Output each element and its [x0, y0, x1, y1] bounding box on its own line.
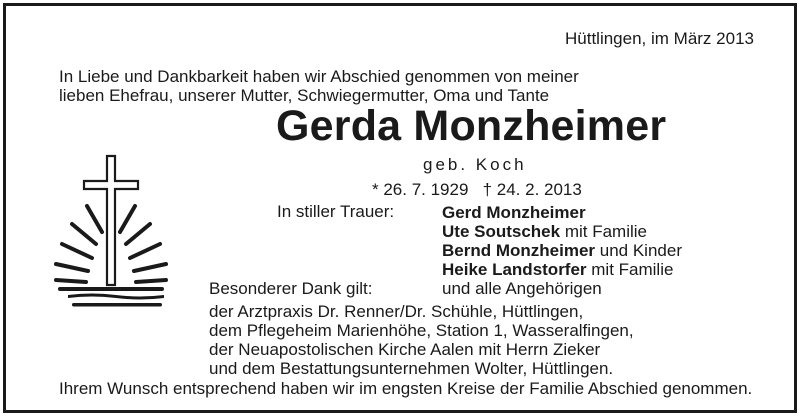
mourning-label: In stiller Trauer:: [277, 202, 395, 221]
family-member-suffix: und alle Angehörigen: [442, 279, 602, 298]
closing-sentence: Ihrem Wunsch entsprechend haben wir im engsten Kreise der Familie Abschied genommen.: [59, 379, 753, 398]
life-dates: * 26. 7. 1929 † 24. 2. 2013: [372, 180, 582, 199]
family-member: [442, 279, 602, 299]
place-date: Hüttlingen, im März 2013: [565, 29, 754, 48]
family-member-suffix: und Kinder: [595, 241, 682, 260]
family-member: [442, 241, 682, 261]
intro-line-1: In Liebe und Dankbarkeit haben wir Abschied genommen von meiner: [59, 67, 579, 86]
thanks-line: und dem Bestattungsunternehmen Wolter, Hüttlingen.: [209, 359, 614, 378]
family-member-name: Heike Landstorfer: [442, 260, 587, 279]
cross-sunrise-water-icon: [52, 154, 182, 314]
thanks-line: dem Pflegeheim Marienhöhe, Station 1, Wasseralfingen,: [209, 321, 634, 340]
family-member: [442, 203, 586, 223]
family-member-name: Bernd Monzheimer: [442, 241, 596, 260]
obituary-notice: [3, 3, 797, 413]
deceased-name: Gerda Monzheimer: [276, 102, 667, 150]
maiden-name: geb. Koch: [423, 155, 527, 174]
family-member: [442, 222, 647, 242]
family-member-name: Gerd Monzheimer: [442, 203, 586, 222]
family-member-suffix: mit Familie: [560, 222, 647, 241]
thanks-line: der Arztpraxis Dr. Renner/Dr. Schühle, Hüttlingen,: [209, 302, 584, 321]
intro-line-2: lieben Ehefrau, unserer Mutter, Schwiegermutter, Oma und Tante: [59, 86, 550, 105]
family-member-name: Ute Soutschek: [442, 222, 561, 241]
family-member: [442, 260, 673, 280]
family-member-suffix: mit Familie: [586, 260, 674, 279]
thanks-label: Besonderer Dank gilt:: [209, 279, 373, 298]
thanks-line: der Neuapostolischen Kirche Aalen mit Herrn Zieker: [209, 340, 601, 359]
